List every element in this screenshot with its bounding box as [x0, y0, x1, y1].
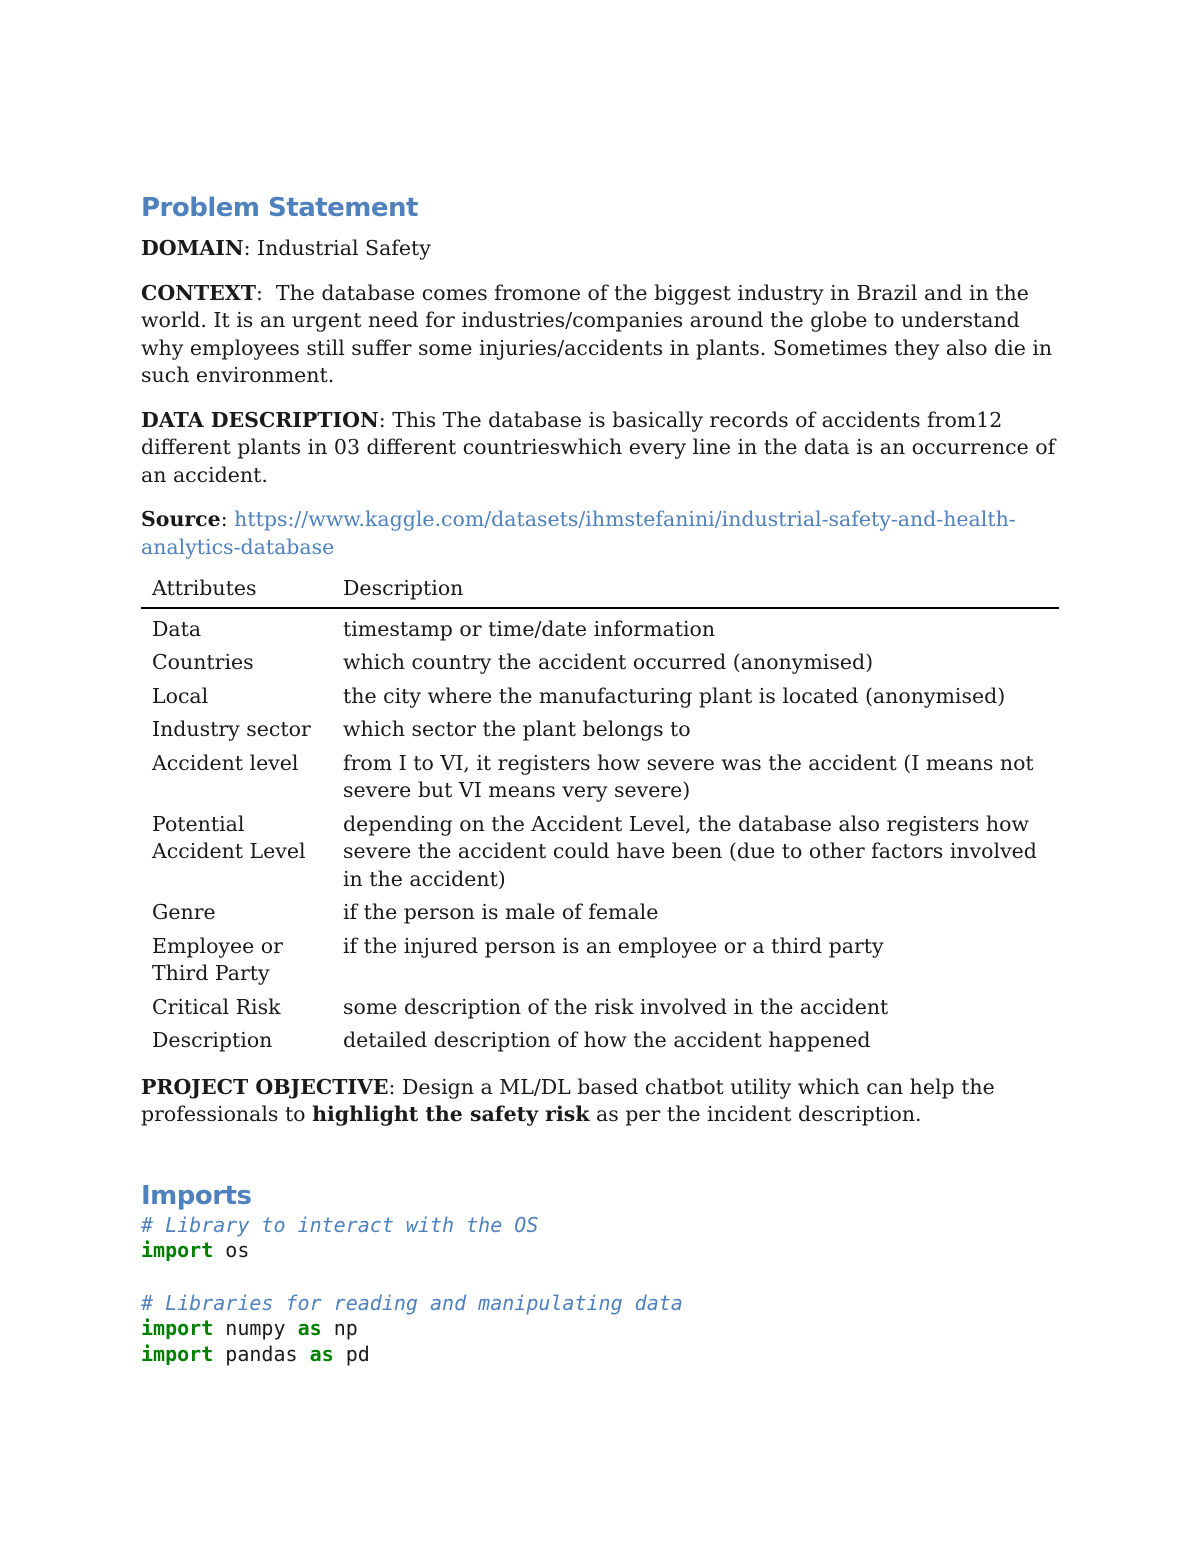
table-row	[141, 991, 1059, 1025]
data-description-paragraph: DATA DESCRIPTION: This The database is basically records of accidents from12 different plants in 03 different countrieswhich every line in the data is an occurrence of an accident.	[141, 407, 1056, 487]
attribute-cell: Genre	[152, 900, 216, 924]
project-objective-label: PROJECT OBJECTIVE	[141, 1074, 389, 1099]
code-line	[141, 1238, 1061, 1264]
keyword-import: import	[141, 1316, 214, 1340]
description-cell: detailed description of how the accident happened	[343, 1028, 871, 1052]
description-cell: which sector the plant belongs to	[343, 717, 691, 741]
module-name: pandas	[225, 1341, 298, 1366]
context-paragraph: CONTEXT: The database comes fromone of the biggest industry in Brazil and in the world. It is an urgent need for industries/companies around the globe to understand why employees still suffer some injuries/accidents in plants. Sometimes they also die in such environment.	[141, 280, 1053, 387]
source-label: Source	[141, 507, 221, 531]
description-cell: from I to VI, it registers how severe was the accident (I means not severe but VI means very severe)	[343, 750, 1034, 802]
attribute-cell: Local	[152, 683, 209, 708]
project-objective-text-after: as per the incident description.	[596, 1102, 922, 1126]
data-description-value: This The database is basically records of accidents from12 different plants in 03 different countrieswhich every line in the data is an occurrence of an accident.	[141, 407, 1056, 487]
keyword-import: import	[141, 1341, 214, 1366]
document-page	[141, 188, 1061, 1367]
module-name: numpy	[225, 1316, 286, 1340]
description-cell: timestamp or time/date information	[343, 616, 716, 641]
description-cell: depending on the Accident Level, the database also registers how severe the accident could have been (due to other factors involved in the accident)	[343, 811, 1037, 891]
project-objective-highlight: highlight the safety risk	[312, 1102, 590, 1126]
table-row	[141, 747, 1059, 808]
keyword-as: as	[309, 1341, 334, 1366]
domain-paragraph: DOMAIN: Industrial Safety	[141, 236, 431, 260]
attribute-cell: Accident level	[152, 750, 299, 775]
description-cell: which country the accident occurred (anonymised)	[343, 650, 874, 674]
description-column-header: Description	[332, 575, 1059, 608]
attributes-table	[141, 575, 1059, 1058]
attribute-cell: Description	[152, 1028, 273, 1052]
project-objective-paragraph: PROJECT OBJECTIVE: Design a ML/DL based chatbot utility which can help the professionals to highlight the safety risk as per the incident description.	[141, 1074, 995, 1126]
keyword-as: as	[297, 1316, 322, 1340]
table-row	[141, 713, 1059, 747]
source-paragraph: Source: https://www.kaggle.com/datasets/ihmstefanini/industrial-safety-and-health-analytics-database	[141, 507, 1016, 559]
table-row	[141, 608, 1059, 647]
description-cell: some description of the risk involved in the accident	[343, 994, 889, 1019]
problem-statement-heading: Problem Statement	[141, 193, 418, 223]
table-row	[141, 680, 1059, 714]
description-cell: if the injured person is an employee or a third party	[343, 933, 884, 958]
code-line	[141, 1291, 1061, 1317]
description-cell: the city where the manufacturing plant is located (anonymised)	[343, 683, 1006, 708]
code-line	[141, 1316, 1061, 1342]
attributes-column-header: Attributes	[141, 575, 332, 608]
module-name: os	[225, 1238, 250, 1262]
code-blank-line	[141, 1264, 1061, 1291]
code-comment: # Library to interact with the OS	[141, 1212, 539, 1237]
data-description-label: DATA DESCRIPTION	[141, 407, 379, 432]
module-alias: pd	[345, 1341, 370, 1366]
keyword-import: import	[141, 1238, 214, 1262]
code-line	[141, 1342, 1061, 1368]
context-value: The database comes fromone of the biggest industry in Brazil and in the world. It is an urgent need for industries/companies around the globe to understand why employees still suffer some injuries/accidents in plants. Sometimes they also die in such environment.	[141, 280, 1053, 387]
domain-label: DOMAIN	[141, 236, 244, 260]
code-line	[141, 1213, 1061, 1239]
table-header-row	[141, 575, 1059, 608]
project-objective-text-before: Design a ML/DL based chatbot utility which can help the professionals to	[141, 1074, 995, 1126]
table-row	[141, 896, 1059, 930]
imports-heading: Imports	[141, 1180, 252, 1211]
module-alias: np	[333, 1316, 358, 1340]
context-label: CONTEXT	[141, 280, 256, 305]
table-row	[141, 930, 1059, 991]
code-block	[141, 1213, 1061, 1368]
attribute-cell: Countries	[152, 650, 254, 674]
attribute-cell: Employee or Third Party	[152, 933, 283, 985]
attribute-cell: Potential Accident Level	[152, 811, 306, 863]
table-row	[141, 808, 1059, 897]
attribute-cell: Industry sector	[152, 717, 311, 741]
description-cell: if the person is male of female	[343, 900, 659, 924]
code-comment: # Libraries for reading and manipulating data	[141, 1290, 683, 1315]
domain-value: Industrial Safety	[257, 236, 431, 260]
attribute-cell: Critical Risk	[152, 994, 281, 1019]
table-row	[141, 646, 1059, 680]
table-row	[141, 1024, 1059, 1058]
attribute-cell: Data	[152, 616, 202, 641]
source-link[interactable]: https://www.kaggle.com/datasets/ihmstefanini/industrial-safety-and-health-analytics-database	[141, 507, 1016, 559]
